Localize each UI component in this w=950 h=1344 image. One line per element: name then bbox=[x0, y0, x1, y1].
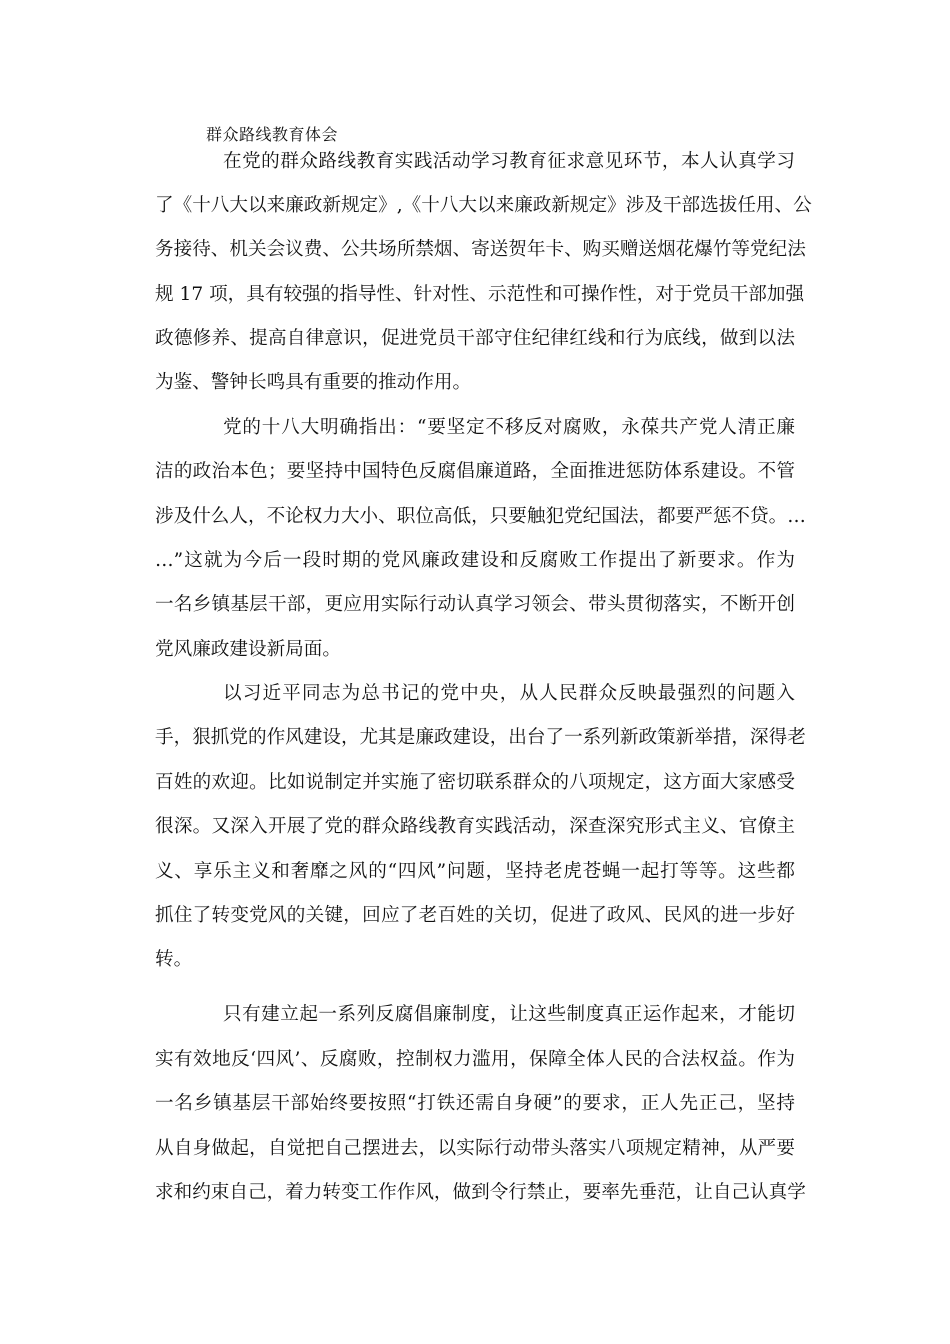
paragraph-1-line-2: 了《十八大以来廉政新规定》,《十八大以来廉政新规定》涉及干部选拔任用、公 bbox=[155, 195, 812, 216]
paragraph-2-line-2: 洁的政治本色；要坚持中国特色反腐倡廉道路，全面推进惩防体系建设。不管 bbox=[155, 461, 795, 482]
paragraph-1-line-4: 规 17 项，具有较强的指导性、针对性、示范性和可操作性，对于党员干部加强 bbox=[155, 284, 805, 305]
paragraph-1-line-1: 在党的群众路线教育实践活动学习教育征求意见环节，本人认真学习 bbox=[223, 151, 795, 172]
paragraph-3-line-1: 以习近平同志为总书记的党中央，从人民群众反映最强烈的问题入 bbox=[223, 683, 795, 704]
paragraph-2-line-1: 党的十八大明确指出：“要坚定不移反对腐败，永葆共产党人清正廉 bbox=[223, 417, 795, 438]
paragraph-3-line-3: 百姓的欢迎。比如说制定并实施了密切联系群众的八项规定，这方面大家感受 bbox=[155, 772, 795, 793]
paragraph-3-line-5: 义、享乐主义和奢靡之风的“四风”问题，坚持老虎苍蝇一起打等等。这些都 bbox=[155, 861, 795, 882]
paragraph-4-line-4: 从自身做起，自觉把自己摆进去，以实际行动带头落实八项规定精神，从严要 bbox=[155, 1138, 795, 1159]
paragraph-2-line-5: 一名乡镇基层干部，更应用实际行动认真学习领会、带头贯彻落实，不断开创 bbox=[155, 594, 795, 615]
paragraph-2-line-3: 涉及什么人，不论权力大小、职位高低，只要触犯党纪国法，都要严惩不贷。… bbox=[155, 506, 806, 527]
paragraph-1-line-5: 政德修养、提高自律意识，促进党员干部守住纪律红线和行为底线，做到以法 bbox=[155, 328, 795, 349]
paragraph-4-line-3: 一名乡镇基层干部始终要按照“打铁还需自身硬”的要求，正人先正己，坚持 bbox=[155, 1093, 795, 1114]
paragraph-2-line-4: …”这就为今后一段时期的党风廉政建设和反腐败工作提出了新要求。作为 bbox=[155, 550, 795, 571]
paragraph-1-line-3: 务接待、机关会议费、公共场所禁烟、寄送贺年卡、购买赠送烟花爆竹等党纪法 bbox=[155, 239, 806, 260]
paragraph-3-line-2: 手，狠抓党的作风建设，尤其是廉政建设，出台了一系列新政策新举措，深得老 bbox=[155, 727, 806, 748]
paragraph-2-line-6: 党风廉政建设新局面。 bbox=[155, 639, 341, 660]
paragraph-3-line-4: 很深。又深入开展了党的群众路线教育实践活动，深查深究形式主义、官僚主 bbox=[155, 816, 795, 837]
paragraph-3-line-6: 抓住了转变党风的关键，回应了老百姓的关切，促进了政风、民风的进一步好 bbox=[155, 905, 795, 926]
paragraph-4-line-5: 求和约束自己，着力转变工作作风，做到令行禁止，要率先垂范，让自己认真学 bbox=[155, 1182, 806, 1203]
paragraph-4-line-2: 实有效地反‘四风’、反腐败，控制权力滥用，保障全体人民的合法权益。作为 bbox=[155, 1049, 795, 1070]
paragraph-1-line-6: 为鉴、警钟长鸣具有重要的推动作用。 bbox=[155, 372, 472, 393]
paragraph-3-line-7: 转。 bbox=[155, 949, 193, 970]
paragraph-4-line-1: 只有建立起一系列反腐倡廉制度，让这些制度真正运作起来，才能切 bbox=[223, 1004, 795, 1025]
document-title: 群众路线教育体会 bbox=[206, 125, 339, 144]
